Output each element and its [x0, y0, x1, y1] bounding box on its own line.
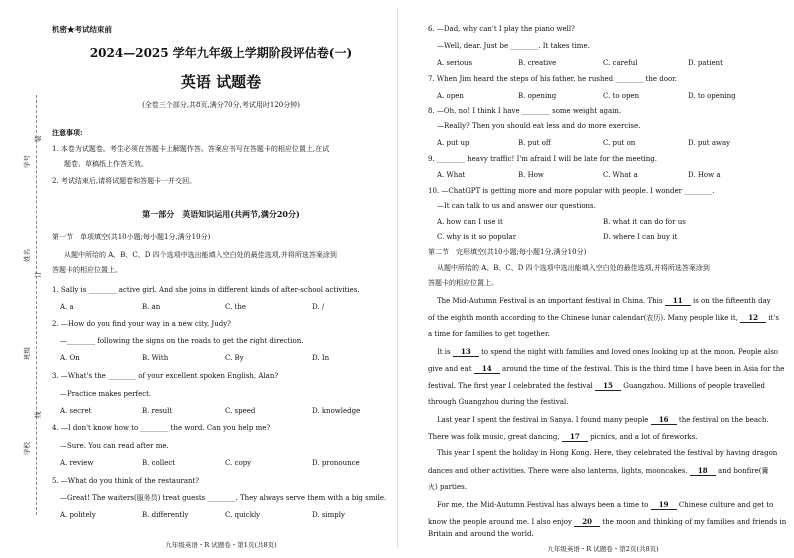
q2-option-b: B. With: [142, 354, 169, 362]
question-8-line2: —Really? Then you should eat less and do more exercise.: [437, 122, 641, 130]
q10-option-d: D. where I can buy it: [603, 233, 678, 241]
q8-option-a: A. put up: [437, 139, 470, 147]
section2-heading: 第二节 完形填空(共10小题;每小题1分,满分10分): [428, 248, 587, 256]
section1-direction-a: 从题中所给的 A、B、C、D 四个选项中选出能填入空白处的最佳选项,并将所选答案涂到: [64, 251, 337, 259]
passage-line-9: There was folk music, great dancing, 17 picnics, and a lot of fireworks.: [428, 432, 698, 441]
question-1: 1. Sally is ________ active girl. And she joins in different kinds of after-school activities.: [52, 286, 360, 294]
question-6-line2: —Well, dear. Just be ________. It takes time.: [437, 42, 590, 50]
q10-option-a: A. how can I use it: [437, 218, 503, 226]
passage-line-2: of the eighth month according to the Chinese lunar calendar(农历). Many people like it, 12 it's: [428, 313, 779, 322]
instruction-1b: 题卷、草稿纸上作答无效。: [64, 160, 148, 168]
q1-option-b: B. an: [142, 303, 161, 311]
q9-option-b: B. How: [518, 171, 544, 179]
section2-direction-a: 从题中所给的 A、B、C、D 四个选项中选出能填入空白处的最佳选项,并将所选答案涂到: [437, 264, 710, 272]
passage-line-3: a time for families to get together.: [428, 330, 550, 338]
footer-right: 九年级英语・R 试题卷・第2页(共8页): [547, 545, 659, 553]
blank-16: 16: [651, 415, 677, 425]
q6-option-a: A. serious: [437, 59, 473, 67]
question-4-line2: —Sure. You can read after me.: [60, 442, 169, 450]
student-id-label: 学号: [23, 155, 31, 168]
passage-line-15: Britain and around the world.: [428, 530, 534, 538]
instruction-2: 2. 考试结束后,请将试题卷和答题卡一并交回。: [52, 177, 197, 185]
question-6: 6. —Dad, why can't I play the piano well?: [428, 25, 575, 33]
blank-11: 11: [665, 296, 691, 306]
passage-line-10: This year I spent the holiday in Hong Kong. Here, they celebrated the festival by having dragon: [437, 449, 778, 457]
instructions-heading: 注意事项:: [52, 128, 83, 137]
q3-option-d: D. knowledge: [312, 407, 361, 415]
q4-option-c: C. copy: [225, 459, 252, 467]
binding-mark-xian: 线: [34, 411, 42, 418]
q5-option-c: C. quickly: [225, 511, 261, 519]
q9-option-d: D. How a: [688, 171, 721, 179]
q8-option-b: B. put off: [518, 139, 551, 147]
blank-20: 20: [574, 517, 600, 527]
q9-option-c: C. What a: [603, 171, 638, 179]
q10-option-c: C. why is it so popular: [437, 233, 517, 241]
passage-line-6: festival. The first year I celebrated the festival 15 Guangzhou. Millions of people travelled: [428, 381, 766, 390]
passage-line-1: The Mid-Autumn Festival is an important festival in China. This 11 is on the fifteenth day: [437, 296, 771, 305]
class-label: 班级: [23, 347, 31, 360]
q2-option-d: D. In: [312, 354, 330, 362]
passage-line-8: Last year I spent the festival in Sanya. I found many people 16 the festival on the beach.: [437, 415, 769, 424]
q1-option-a: A. a: [60, 303, 74, 311]
blank-17: 17: [562, 432, 588, 442]
question-2: 2. —How do you find your way in a new city, Judy?: [52, 320, 231, 328]
passage-line-4: It is 13 to spend the night with families and loved ones looking up at the moon. People also: [437, 347, 778, 356]
question-4: 4. —I don't know how to ________ the word. Can you help me?: [52, 424, 271, 432]
q1-option-c: C. the: [225, 303, 247, 311]
question-3-line2: —Practice makes perfect.: [60, 390, 152, 398]
q1-option-d: D. /: [312, 303, 325, 311]
q8-option-d: D. put away: [688, 139, 731, 147]
instruction-1a: 1. 本卷为试题卷。考生必须在答题卡上解题作答。答案应书写在答题卡的相应位置上,在试: [52, 145, 330, 153]
q3-option-c: C. speed: [225, 407, 256, 415]
q7-option-c: C. to open: [603, 92, 640, 100]
section1-direction-b: 答题卡的相应位置上。: [52, 266, 122, 274]
question-2-line2: —________ following the signs on the roads to get the right direction.: [60, 337, 304, 345]
section2-direction-b: 答题卡的相应位置上。: [428, 279, 498, 287]
question-10-line2: —It can talk to us and answer our questions.: [437, 202, 596, 210]
passage-line-5: give and eat 14 around the time of the festival. This is the third time I have been in Asia for the: [428, 364, 785, 373]
question-8: 8. —Oh, no! I think I have ________ some weight again.: [428, 107, 622, 115]
q8-option-c: C. put on: [603, 139, 636, 147]
q3-option-a: A. secret: [60, 407, 92, 415]
blank-12: 12: [740, 313, 766, 323]
q2-option-c: C. By: [225, 354, 244, 362]
binding-mark-zhuang: 装: [34, 135, 42, 142]
q6-option-d: D. patient: [688, 59, 723, 67]
q4-option-a: A. review: [60, 459, 94, 467]
binding-line: [36, 95, 37, 515]
passage-line-12: 火) parties.: [428, 483, 467, 491]
blank-13: 13: [453, 347, 479, 357]
question-5: 5. —What do you think of the restaurant?: [52, 477, 200, 485]
question-3: 3. —What's the ________ of your excellent spoken English, Alan?: [52, 372, 279, 380]
q3-option-b: B. result: [142, 407, 173, 415]
question-9: 9. ________ heavy traffic! I'm afraid I will be late for the meeting.: [428, 155, 657, 163]
exam-subtitle: 英语 试题卷: [180, 73, 262, 91]
passage-line-13: For me, the Mid-Autumn Festival has always been a time to 19 Chinese culture and get to: [437, 500, 774, 509]
blank-14: 14: [474, 364, 500, 374]
confidential-mark: 机密★考试结束前: [52, 25, 112, 34]
footer-left: 九年级英语・R 试题卷・第1页(共8页): [165, 541, 277, 549]
passage-line-11: dances and other activities. There were also lanterns, lights, mooncakes, 18 and bonfire(篝: [428, 466, 769, 475]
binding-mark-ding: 订: [34, 271, 42, 278]
q9-option-a: A. What: [437, 171, 466, 179]
blank-19: 19: [651, 500, 677, 510]
question-10: 10. —ChatGPT is getting more and more popular with people. I wonder ________.: [428, 187, 715, 195]
q6-option-b: B. creative: [518, 59, 557, 67]
exam-note: (全卷三个部分,共8页,满分70分,考试用时120分钟): [142, 101, 300, 109]
q5-option-a: A. politely: [60, 511, 96, 519]
q7-option-d: D. to opening: [688, 92, 736, 100]
passage-line-14: know the people around me. I also enjoy 20 the moon and thinking of my families and friends in: [428, 517, 787, 526]
q6-option-c: C. careful: [603, 59, 638, 67]
q5-option-b: B. differently: [142, 511, 189, 519]
q7-option-b: B. opening: [518, 92, 557, 100]
q4-option-d: D. pronounce: [312, 459, 360, 467]
question-7: 7. When Jim heard the steps of his father, he rushed ________ the door.: [428, 75, 677, 83]
part1-heading: 第一部分 英语知识运用(共两节,满分20分): [142, 209, 300, 219]
exam-title: 2024—2025 学年九年级上学期阶段评估卷(一): [89, 46, 353, 60]
student-name-label: 姓名: [23, 249, 31, 262]
q4-option-b: B. collect: [142, 459, 176, 467]
school-label: 学校: [23, 442, 31, 455]
blank-15: 15: [595, 381, 621, 391]
question-5-line2: —Great! The waiters(服务员) treat guests ________. They always serve them with a big smile.: [60, 494, 387, 502]
section1-heading: 第一节 单项填空(共10小题;每小题1分,满分10分): [52, 233, 211, 241]
q2-option-a: A. On: [60, 354, 80, 362]
q7-option-a: A. open: [437, 92, 464, 100]
q5-option-d: D. simply: [312, 511, 345, 519]
passage-line-7: through Guangzhou during the festival.: [428, 398, 569, 406]
q10-option-b: B. what it can do for us: [603, 218, 686, 226]
page-divider: [397, 8, 398, 548]
blank-18: 18: [690, 466, 716, 476]
